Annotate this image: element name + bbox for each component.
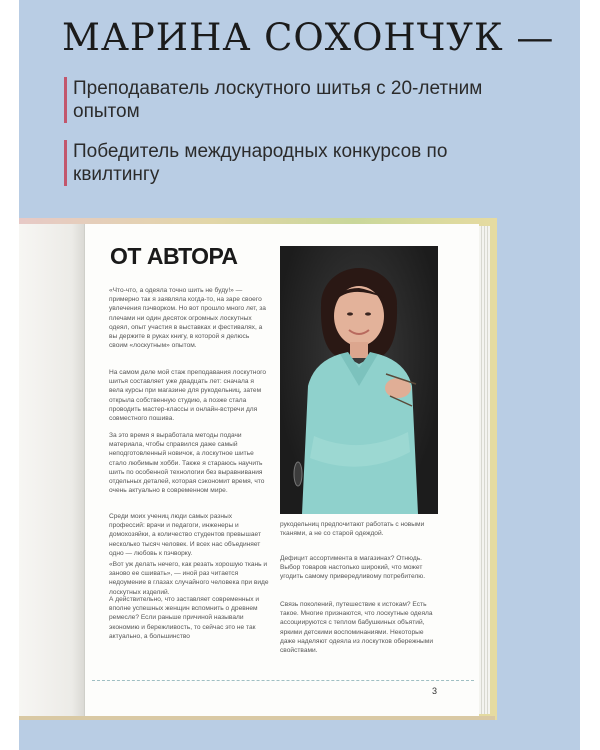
subtitle-competitions: Победитель международных конкурсов по квилтингу bbox=[64, 140, 533, 186]
book-paragraph: Связь поколений, путешествие к истокам? Есть такое. Многие признаются, что лоскутные одеяла ассоциируются с теплом бабушкиных объятий, яркими детскими воспоминаниями. Некоторые даже наделяют одеяла из лоскутков обережными свойствами. bbox=[280, 601, 434, 655]
book-paragraph: На самом деле мой стаж преподавания лоскутного шитья составляет уже двадцать лет: сначала я вела курсы при магазине для рукодельниц, затем открыла собственную студию, а позже стала проводить мастер-классы и онлайн-встречи для совместного пошива. bbox=[109, 369, 267, 423]
book-heading: ОТ АВТОРА bbox=[110, 243, 238, 269]
book-paragraph: «Что-что, а одеяла точно шить не буду!» — примерно так я заявляла когда-то, на заре своего увлечения пэчворком. Но вот прошло много лет, за плечами ни один десяток огромных лоскутных одеял, опыт участия в выставках и фестивалях, а вы держите в руках книгу, в которой я делюсь своим «лоскутным» опытом. bbox=[109, 287, 266, 350]
book-paragraph: рукодельниц предпочитают работать с новыми тканями, а не со старой одеждой. bbox=[280, 521, 425, 538]
book-left-page bbox=[19, 224, 85, 716]
page-number: 3 bbox=[432, 686, 438, 696]
book-paragraph: «Вот уж делать нечего, как резать хорошую ткань и заново ее сшивать», — иной раз читается недоумение в глазах случайного человека при виде лоскутных изделий. bbox=[109, 561, 269, 596]
page-title: МАРИНА СОХОНЧУК — bbox=[62, 16, 555, 59]
book-paragraph: За это время я выработала методы подачи материала, чтобы справился даже самый неподготовленный новичок, а лоскутное шитье стало любимым хобби. Также я стараюсь научить шить по особенной технологии без выравнивания отдельных деталей, которая сэкономит время, что очень актуально в современном мире. bbox=[109, 432, 265, 495]
author-photo bbox=[280, 246, 438, 514]
book-paragraph: Среди моих учениц люди самых разных профессий: врачи и педагоги, инженеры и домохозяйки, а количество студентов превышает несколько тысяч человек. И всех нас объединяет одно — любовь к пэчворку. bbox=[109, 513, 261, 557]
book-paragraph: А действительно, что заставляет современных и вполне успешных женщин вспомнить о древнем ремесле? Если раньше причиной называли экономию и бережливость, то сейчас это не так актуально, а большинство bbox=[109, 596, 260, 640]
book-paragraph: Дефицит ассортимента в магазинах? Отнюдь. Выбор товаров настолько широкий, что может угодить самому привередливому потребителю. bbox=[280, 555, 426, 581]
page-divider bbox=[92, 680, 474, 681]
book-spine bbox=[19, 716, 495, 720]
author-portrait-illustration bbox=[280, 246, 438, 514]
subtitle-teaching-experience: Преподаватель лоскутного шитья с 20-летним опытом bbox=[64, 77, 533, 123]
